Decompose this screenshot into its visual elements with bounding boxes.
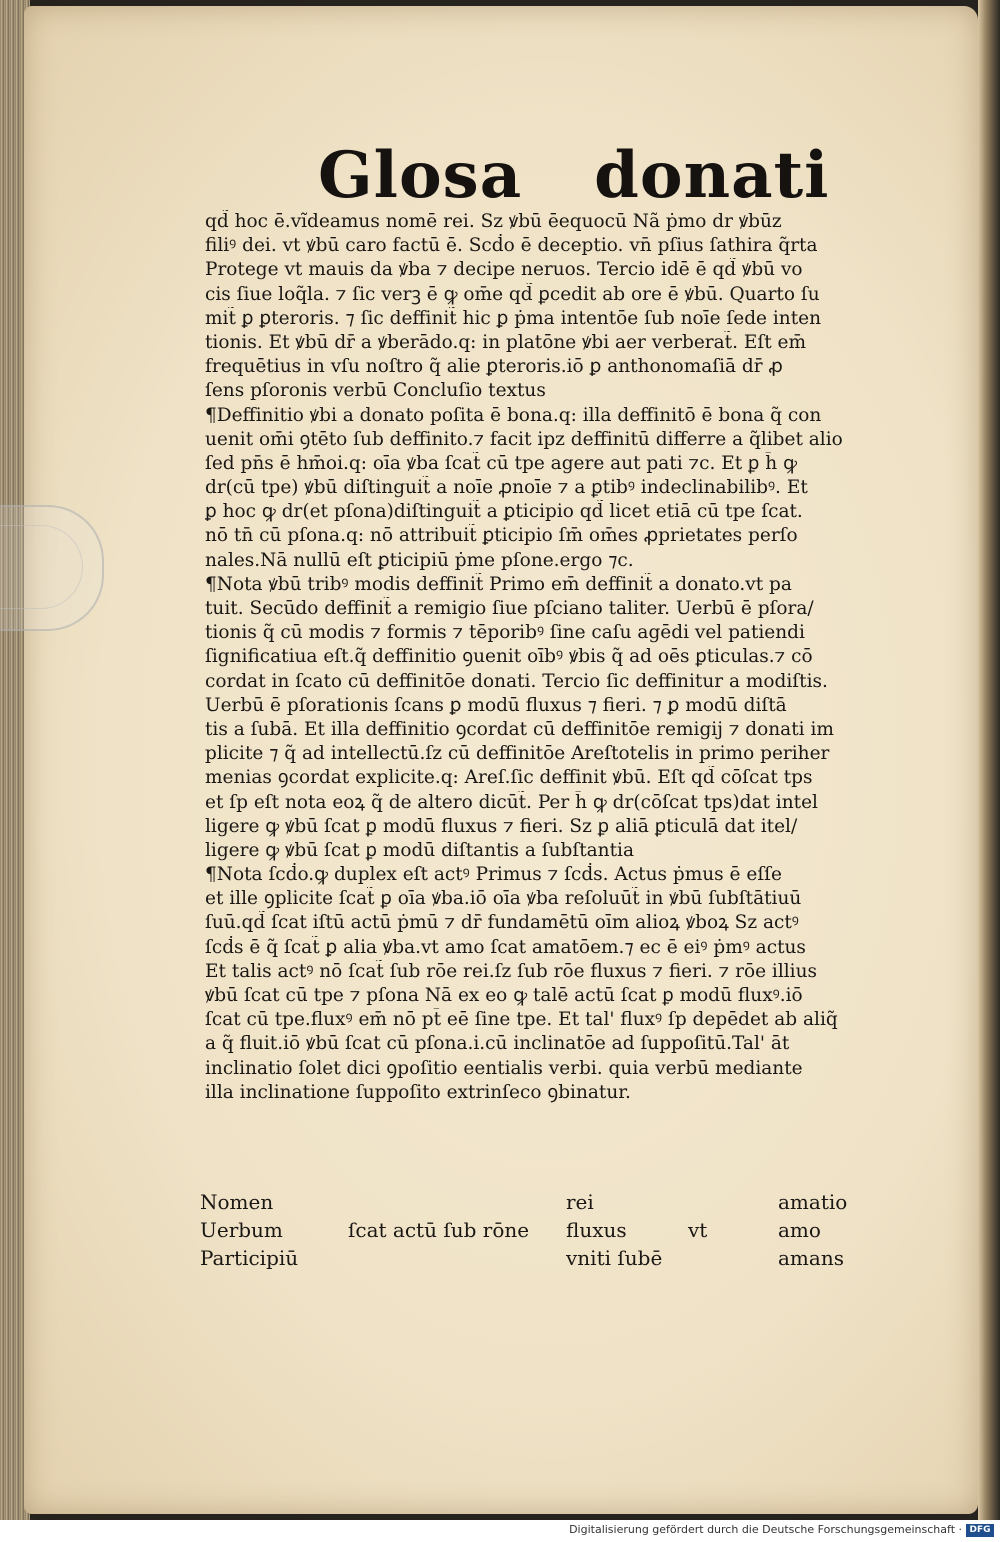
dfg-logo: DFG	[966, 1524, 994, 1537]
book-gutter	[978, 0, 1000, 1520]
text-line: qd̃ hoc ē.vĩdeamus nomē rei. Sz ꝟbū ēequocū Nã ṗmo dr ꝟbūz	[205, 211, 782, 232]
text-line: nales.Nā nullū eſt ꝑticipiū ṗme pſone.ergo ⁊c.	[205, 549, 634, 571]
table-cell: amans	[778, 1246, 844, 1270]
text-line: mit̃ ꝑ ꝑteroris. ⁊ ſic deffinit̃ hic ꝑ ṗma intentōe ſub noīe ſede inten	[205, 307, 822, 329]
text-line: filiꝰ dei. vt ꝟbū caro factū ē. Scḋo ē deceptio. vn̄ pſius ſathira q̃rta	[205, 235, 818, 257]
text-line: inclinatio ſolet dici ꝯpoſitio eentialis verbi. quia verbū mediante	[205, 1057, 803, 1079]
table-cell: Nomen	[200, 1190, 274, 1214]
text-line: ¶Deffinitio ꝟbi a donato poſita ē bona.q: illa deffinitō ē bona q̃ con	[205, 404, 822, 426]
text-line: ſens pſoronis verbū Concluſio textus	[205, 380, 546, 402]
table-cell: ſcat actū ſub rōne	[348, 1218, 530, 1242]
table-cell: vniti ſubē	[566, 1246, 663, 1270]
text-line: tuit. Secūdo deffinit̃ a remigio ſiue pſciano taliter. Uerbū ē pſora/	[205, 598, 814, 619]
text-line: tis a ſubā. Et illa deffinitio ꝯcordat cū deffinitōe remigij ⁊ donati im	[205, 718, 834, 740]
text-line: illa inclinatione ſuppoſito extrinſeco ꝯbinatur.	[205, 1081, 631, 1103]
text-line: ꝑ hoc ꝙ dr(et pſona)diſtinguit̃ a ꝑticipio qd̃ licet etiā cū tpe ſcat.	[205, 501, 803, 523]
page-clip-inner	[0, 525, 83, 609]
text-line: ligere ꝙ ꝟbū ſcat ꝑ modū diſtantis a ſubſtantia	[205, 839, 634, 861]
text-line: a q̃ fluit.iō ꝟbū ſcat cū pſona.i.cū inclinatōe ad ſuppoſitū.Tal' āt	[205, 1033, 790, 1055]
text-line: ſignificatiua eſt.q̃ deffinitio ꝯuenit oībꝰ ꝟbis q̃ ad oēs ꝑticulas.⁊ cō	[205, 646, 813, 668]
text-line: ¶Nota ſcḋo.ꝙ duplex eſt actꝰ Primus ⁊ ſcḋs. Actus ṗmus ē eſſe	[205, 864, 782, 886]
table-cell: Uerbum	[200, 1218, 283, 1242]
table-cell: Participiū	[200, 1246, 299, 1270]
title-word-donati: donati	[594, 138, 830, 213]
text-line: ꝟbū ſcat cū tpe ⁊ pſona Nā ex eo ꝙ talē actū ſcat ꝑ modū fluxꝰ.iō	[205, 985, 803, 1006]
text-line: Et talis actꝰ nō ſcat̃ ſub rōe rei.ſz ſub rōe fluxus ⁊ fieri. ⁊ rōe illius	[205, 960, 818, 982]
table-cell: amatio	[778, 1190, 848, 1214]
text-line: tionis. Et ꝟbū dr̄ a ꝟberādo.q: in platōne ꝟbi aer verberat̃. Eſt em̄	[205, 331, 807, 353]
text-line: cis ſiue loq̃la. ⁊ ſic verꝫ ē ꝙ om̄e qd̃ ꝑcedit ab ore ē ꝟbū. Quarto ſu	[205, 283, 820, 305]
table-cell: vt	[688, 1218, 708, 1242]
text-line: Uerbū ē pſorationis ſcans ꝑ modū fluxus ⁊ fieri. ⁊ ꝑ modū diſtā	[205, 694, 787, 716]
title-word-glosa: Glosa	[318, 138, 523, 213]
text-line: dr(cū tpe) ꝟbū diſtinguit̃ a noīe ꝓnoīe ⁊ a ꝑtibꝰ indeclinabilibꝰ. Et	[205, 477, 808, 499]
text-line: nō tn̄ cū pſona.q: nō attribuit̃ ꝑticipio ſm̄ om̄es ꝓprietates perſo	[205, 525, 798, 547]
text-line: frequētius in vſu noſtro q̃ alie ꝑteroris.iō ꝑ anthonomaſiā dr̄ ꝓ	[205, 356, 783, 378]
text-line: uenit om̄i ꝯtēto ſub deffinito.⁊ facit ipz deffinitū differre a q̃libet alio	[205, 428, 843, 450]
table-cell: fluxus	[566, 1218, 627, 1242]
text-line: ligere ꝙ ꝟbū ſcat ꝑ modū fluxus ⁊ fieri. Sz ꝑ aliā ꝑticulā dat itel/	[205, 815, 798, 837]
text-line: ſuū.qd̃ ſcat iſtū actū ṗmū ⁊ dr̄ fundamētū oīm alioꝝ ꝟboꝝ Sz actꝰ	[205, 912, 799, 934]
text-line: ſcat cū tpe.fluxꝰ em̄ nō pt̄ eē ſine tpe. Et tal' fluxꝰ ſp depēdet ab aliq̃	[205, 1009, 838, 1031]
text-line: menias ꝯcordat explicite.q: Areſ.ſic deffinit ꝟbū. Eſt qd̃ cōſcat tps	[205, 767, 813, 789]
text-line: ¶Nota ꝟbū tribꝰ modis deffinit̃ Primo em̄ deffinit̃ a donato.vt pa	[205, 573, 792, 595]
text-line: tionis q̃ cū modis ⁊ formis ⁊ tēporibꝰ ſine caſu agēdi vel patiendi	[205, 622, 805, 644]
text-line: cordat in ſcato cū deffinitōe donati. Tercio ſic deffinitur a modiſtis.	[205, 670, 828, 692]
text-line: Protege vt mauis da ꝟba ⁊ decipe neruos. Tercio idē ē qd̃ ꝟbū vo	[205, 259, 803, 281]
footer-bar	[0, 1520, 1000, 1542]
text-line: et ſp eſt nota eoꝝ q̃ de altero dicūt̃. Per h̄ ꝙ dr(cōſcat tps)dat intel	[205, 791, 818, 813]
text-line: plicite ⁊ q̃ ad intellectū.ſz cū deffinitōe Areſtotelis in primo periher	[205, 743, 830, 765]
text-line: ſed pn̄s ē hm̄oi.q: oīa ꝟba ſcat̃ cū tpe agere aut pati ⁊c. Et ꝑ h̄ ꝙ	[205, 452, 797, 474]
text-line: et ille ꝯplicite ſcat̃ ꝑ oīa ꝟba.iō oīa ꝟba reſoluūt̃ in ꝟbū ſubſtātiuū	[205, 888, 802, 910]
funding-credit: Digitalisierung gefördert durch die Deutsche Forschungsgemeinschaft ·	[569, 1523, 962, 1536]
table-cell: amo	[778, 1218, 821, 1242]
page-title	[318, 138, 830, 214]
table-cell: rei	[566, 1190, 594, 1214]
text-line: ſcḋs ē q̃ ſcat̃ ꝑ alia ꝟba.vt amo ſcat amatōem.⁊ ec ē eiꝰ ṗmꝰ actus	[205, 936, 806, 958]
body-text	[205, 210, 865, 1105]
